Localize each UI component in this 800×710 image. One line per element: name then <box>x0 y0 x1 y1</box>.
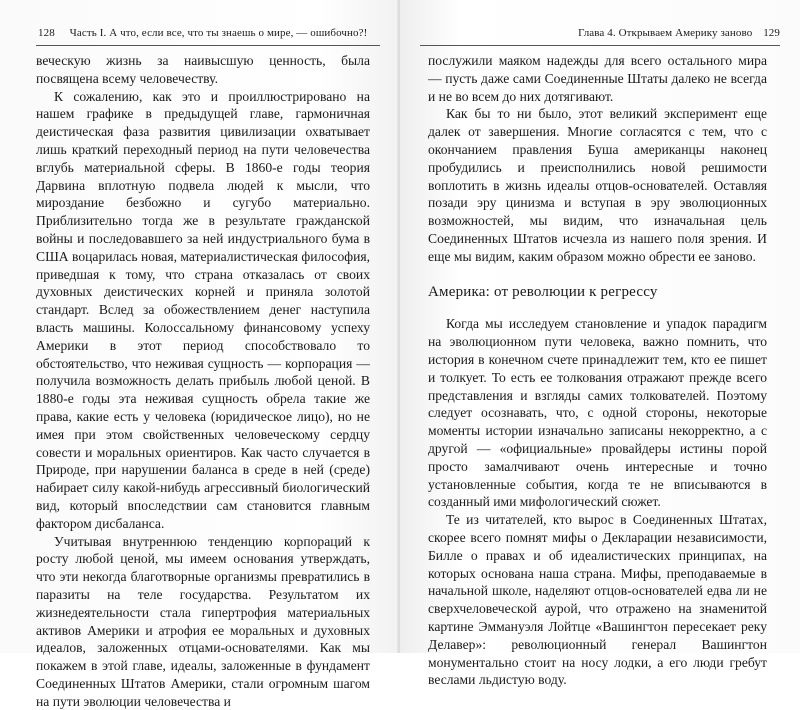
left-paragraph: веческую жизнь за наивысшую ценность, была посвящена всему человечеству. <box>36 53 370 86</box>
left-page <box>0 0 400 709</box>
right-running-head <box>424 27 780 43</box>
right-header-rule <box>420 45 780 46</box>
left-running-head-text: Часть I. А что, если все, что ты знаешь о мире, — ошибочно?! <box>69 27 368 39</box>
left-header-rule <box>36 45 380 46</box>
left-paragraph: Учитывая внутреннюю тенденцию корпораций к росту любой ценой, мы имеем основания утверждать, что эти некогда благотворные организмы превратились в паразиты на теле государства. Результатом их жизнедеятельности стала гипертрофия материальных активов Америки и атрофия ее моральных и духовных идеалов, заложенных отцами-основателями. Как мы покажем в этой главе, идеалы, заложенные в фундамент Соединенных Штатов Америки, стали огромным шагом на пути эволюции человечества и <box>36 533 370 709</box>
left-paragraph: К сожалению, как это и проиллюстрировано на нашем графике в предыдущей главе, гармоничная деистическая фаза развития цивилизации охватывает лишь краткий переходный период на пути человечества вглубь материальной сферы. В 1860-е годы теория Дарвина вплотную подвела людей к мысли, что мироздание безбожно и сугубо материально. Приблизительно тогда же в результате гражданской войны и последовавшего за ней индустриального бума в США воцарилась новая, материалистическая философия, приведшая к тому, что страна отказалась от своих духовных деистических корней и приняла золотой стандарт. Вслед за обожествлением денег наступила власть машины. Колоссальному финансовому успеху Америки в этот период способствовало то обстоятельство, что неживая сущность — корпорация — получила возможность делать прибыль любой ценой. В 1880-е годы эта неживая сущность обрела такие же права, какие есть у человека (юридическое лицо), но не имея при этом свойственных человеческому сердцу совести и моральных ориентиров. Как часто случается в Природе, при нарушении баланса в среде в ней (среде) набирает силу какой-нибудь агрессивный биологический вид, который впоследствии сам становится главным фактором дисбаланса. <box>36 88 370 531</box>
left-running-head <box>38 27 378 43</box>
right-running-head-text: Глава 4. Открываем Америку заново <box>578 27 753 39</box>
section-heading: Америка: от революции к регрессу <box>428 283 658 300</box>
right-body-text <box>428 52 767 689</box>
right-paragraph: Когда мы исследуем становление и упадок парадигм на эволюционном пути человека, важно помнить, что история в конечном счете принадлежит тем, кто ее пишет и толкует. То есть ее толкования отражают прежде всего представления и взгляды самих толкователей. Поэтому следует осознавать, что, с одной стороны, некоторые моменты истории изначально записаны некорректно, а с другой — «официальные» провайдеры истины порой просто замалчивают очень интересные и точно установленные события, когда те не вписываются в созданный ими мифологический сюжет. <box>428 316 767 510</box>
right-page-number: 129 <box>763 27 780 39</box>
right-paragraph: послужили маяком надежды для всего остального мира — пусть даже сами Соединенные Штаты далеко не всегда и не во всем до них дотягивают. <box>428 53 767 104</box>
right-paragraph: Те из читателей, кто вырос в Соединенных Штатах, скорее всего помнят мифы о Декларации независимости, Билле о правах и об идеалистических принципах, на которых основана наша страна. Мифы, преподаваемые в начальной школе, наделяют отцов-основателей едва ли не сверхчеловеческой аурой, что отражено на знаменитой картине Эммануэля Лойтце «Вашингтон пересекает реку Делавер»: революционный генерал Вашингтон монументально стоит на носу лодки, а его люди гребут веслами льдистую воду. <box>428 512 767 688</box>
left-body-text <box>36 52 370 710</box>
left-page-number: 128 <box>38 27 55 39</box>
right-paragraph: Как бы то ни было, этот великий эксперимент еще далек от завершения. Многие согласятся с тем, что с окончанием правления Буша американцы наконец пробудились и преисполнились новой решимости воплотить в жизнь идеалы отцов-основателей. Оставляя позади эру цинизма и вступая в эру эволюционных возможностей, мы видим, что изначальная цель Соединенных Штатов исчезла из нашего поля зрения. И еще мы видим, каким образом можно обрести ее заново. <box>428 106 767 264</box>
right-page <box>400 0 800 688</box>
